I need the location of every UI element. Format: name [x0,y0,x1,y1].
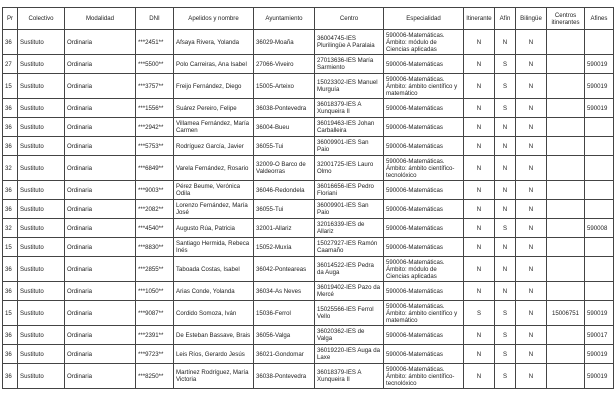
cell-pr: 36 [3,326,18,345]
cell-centro: 36020362-IES de Valga [315,326,384,345]
cell-dni: ***1050** [136,282,174,301]
cell-afin: N [495,156,516,181]
cell-itinerante: N [464,74,495,99]
cell-centro: 36014522-IES Pedra da Auga [315,257,384,282]
cell-itinerante: N [464,118,495,137]
cell-centro: 15025566-IES Ferrol Vello [315,301,384,326]
table-row [3,118,614,137]
cell-modalidad: Ordinaria [65,30,136,55]
cell-itinerante: N [464,156,495,181]
cell-afin: N [495,257,516,282]
cell-nombre: Leis Ríos, Gerardo Jesús [174,345,254,364]
cell-itinerante: N [464,137,495,156]
cell-centros-itinerantes [547,55,585,74]
header-afines: Afines [585,8,614,30]
cell-colectivo: Sustituto [18,345,65,364]
cell-modalidad: Ordinaria [65,257,136,282]
cell-dni: ***5753** [136,137,174,156]
cell-ayuntamiento: 36055-Tui [254,137,315,156]
cell-nombre: Augusto Rúa, Patricia [174,219,254,238]
cell-nombre: Freijo Fernández, Diego [174,74,254,99]
header-ayuntamiento: Ayuntamiento [254,8,315,30]
cell-centros-itinerantes [547,219,585,238]
cell-ayuntamiento: 36004-Bueu [254,118,315,137]
cell-especialidad: 590006-Matemáticas. Ámbito: ámbito científico-tecnolóxico [384,364,464,389]
table-row [3,181,614,200]
cell-afin: N [495,181,516,200]
cell-bilingue: N [516,99,547,118]
cell-afines [585,200,614,219]
cell-nombre: Pérez Beume, Verónica Odila [174,181,254,200]
cell-centros-itinerantes [547,200,585,219]
cell-centros-itinerantes [547,326,585,345]
cell-especialidad: 590006-Matemáticas [384,326,464,345]
cell-afines [585,257,614,282]
cell-centro: 36018379-IES A Xunqueira II [315,99,384,118]
cell-afin: N [495,282,516,301]
cell-afin: N [495,238,516,257]
cell-itinerante: N [464,345,495,364]
cell-afin: N [495,200,516,219]
cell-nombre: Lorenzo Fernández, María José [174,200,254,219]
cell-itinerante: N [464,364,495,389]
cell-bilingue: N [516,156,547,181]
cell-dni: ***2082** [136,200,174,219]
cell-ayuntamiento: 36038-Pontevedra [254,364,315,389]
cell-colectivo: Sustituto [18,238,65,257]
cell-colectivo: Sustituto [18,181,65,200]
cell-modalidad: Ordinaria [65,345,136,364]
cell-ayuntamiento: 32009-O Barco de Valdeorras [254,156,315,181]
table-row [3,282,614,301]
cell-especialidad: 590006-Matemáticas [384,219,464,238]
cell-dni: ***2391** [136,326,174,345]
cell-pr: 32 [3,156,18,181]
cell-dni: ***2942** [136,118,174,137]
cell-dni: ***2855** [136,257,174,282]
cell-itinerante: N [464,99,495,118]
header-colectivo: Colectivo [18,8,65,30]
cell-centros-itinerantes [547,118,585,137]
table-row [3,55,614,74]
table-row [3,137,614,156]
cell-itinerante: N [464,200,495,219]
table-row [3,238,614,257]
table-body [3,30,614,389]
cell-colectivo: Sustituto [18,364,65,389]
table-row [3,364,614,389]
cell-itinerante: N [464,55,495,74]
cell-pr: 15 [3,238,18,257]
cell-dni: ***2451** [136,30,174,55]
cell-dni: ***4540** [136,219,174,238]
cell-nombre: Taboada Costas, Isabel [174,257,254,282]
table-row [3,301,614,326]
cell-pr: 36 [3,30,18,55]
cell-bilingue: N [516,345,547,364]
cell-modalidad: Ordinaria [65,156,136,181]
cell-ayuntamiento: 27066-Viveiro [254,55,315,74]
cell-dni: ***9723** [136,345,174,364]
cell-pr: 32 [3,219,18,238]
cell-colectivo: Sustituto [18,118,65,137]
cell-modalidad: Ordinaria [65,137,136,156]
cell-especialidad: 590006-Matemáticas [384,282,464,301]
cell-pr: 15 [3,301,18,326]
cell-pr: 36 [3,345,18,364]
cell-centros-itinerantes [547,137,585,156]
cell-centros-itinerantes [547,238,585,257]
assignments-table-container [2,7,613,389]
cell-centro: 15023302-IES Manuel Murguía [315,74,384,99]
cell-bilingue: N [516,282,547,301]
cell-dni: ***8250** [136,364,174,389]
cell-pr: 36 [3,137,18,156]
cell-colectivo: Sustituto [18,55,65,74]
cell-modalidad: Ordinaria [65,99,136,118]
cell-bilingue: N [516,30,547,55]
cell-bilingue: N [516,55,547,74]
cell-pr: 36 [3,200,18,219]
cell-dni: ***5500** [136,55,174,74]
cell-modalidad: Ordinaria [65,200,136,219]
cell-centro: 36009901-IES San Paio [315,200,384,219]
cell-centros-itinerantes [547,257,585,282]
cell-bilingue: N [516,74,547,99]
cell-especialidad: 590006-Matemáticas [384,200,464,219]
header-centros-itinerantes: Centros itinerantes [547,8,585,30]
cell-dni: ***9003** [136,181,174,200]
cell-afin: S [495,326,516,345]
cell-afines: 590008 [585,219,614,238]
cell-centros-itinerantes [547,156,585,181]
cell-ayuntamiento: 36055-Tui [254,200,315,219]
cell-centros-itinerantes [547,181,585,200]
cell-centros-itinerantes [547,74,585,99]
cell-pr: 36 [3,282,18,301]
cell-modalidad: Ordinaria [65,301,136,326]
cell-modalidad: Ordinaria [65,238,136,257]
cell-colectivo: Sustituto [18,326,65,345]
header-apelidos: Apelidos y nombre [174,8,254,30]
cell-especialidad: 590006-Matemáticas. Ámbito: ámbito científico y matemático [384,301,464,326]
cell-modalidad: Ordinaria [65,74,136,99]
cell-colectivo: Sustituto [18,282,65,301]
cell-nombre: Santiago Hermida, Rebeca Inés [174,238,254,257]
cell-afin: S [495,74,516,99]
cell-afines: 590019 [585,99,614,118]
header-bilingue: Bilingüe [516,8,547,30]
table-row [3,74,614,99]
cell-afines [585,282,614,301]
cell-especialidad: 590006-Matemáticas [384,345,464,364]
cell-ayuntamiento: 32001-Allariz [254,219,315,238]
cell-centro: 36019463-IES Johan Carballeira [315,118,384,137]
header-pr: Pr [3,8,18,30]
cell-modalidad: Ordinaria [65,118,136,137]
cell-itinerante: S [464,301,495,326]
cell-afines: 590019 [585,55,614,74]
cell-especialidad: 590006-Matemáticas [384,137,464,156]
cell-colectivo: Sustituto [18,301,65,326]
cell-centro: 36019402-IES Pazo da Mercé [315,282,384,301]
cell-modalidad: Ordinaria [65,326,136,345]
cell-itinerante: N [464,219,495,238]
cell-dni: ***9087** [136,301,174,326]
cell-especialidad: 590006-Matemáticas. Ámbito: módulo de Ciencias aplicadas [384,30,464,55]
table-row [3,345,614,364]
table-row [3,219,614,238]
cell-centros-itinerantes [547,282,585,301]
cell-centros-itinerantes [547,345,585,364]
cell-afines [585,137,614,156]
cell-modalidad: Ordinaria [65,181,136,200]
cell-nombre: Rodríguez García, Javier [174,137,254,156]
cell-afines: 590019 [585,345,614,364]
cell-especialidad: 590006-Matemáticas. Ámbito: ámbito científico-tecnolóxico [384,156,464,181]
cell-afines [585,118,614,137]
cell-centro: 36009901-IES San Paio [315,137,384,156]
cell-bilingue: N [516,301,547,326]
cell-bilingue: N [516,238,547,257]
table-row [3,200,614,219]
cell-pr: 36 [3,99,18,118]
cell-dni: ***1556** [136,99,174,118]
cell-itinerante: N [464,282,495,301]
header-afin: Afín [495,8,516,30]
header-itinerante: Itinerante [464,8,495,30]
cell-nombre: Suárez Pereiro, Felipe [174,99,254,118]
cell-colectivo: Sustituto [18,156,65,181]
cell-bilingue: N [516,181,547,200]
cell-nombre: De Esteban Bassave, Brais [174,326,254,345]
table-row [3,156,614,181]
cell-especialidad: 590006-Matemáticas [384,99,464,118]
cell-especialidad: 590006-Matemáticas [384,238,464,257]
cell-colectivo: Sustituto [18,30,65,55]
cell-modalidad: Ordinaria [65,282,136,301]
cell-bilingue: N [516,137,547,156]
cell-colectivo: Sustituto [18,99,65,118]
cell-colectivo: Sustituto [18,137,65,156]
cell-ayuntamiento: 15005-Arteixo [254,74,315,99]
cell-ayuntamiento: 36021-Gondomar [254,345,315,364]
cell-centro: 32016339-IES de Allariz [315,219,384,238]
cell-nombre: Afsaya Rivera, Yolanda [174,30,254,55]
cell-centro: 36019220-IES Auga da Laxe [315,345,384,364]
cell-colectivo: Sustituto [18,219,65,238]
cell-afines: 590019 [585,74,614,99]
cell-nombre: Cordido Somoza, Iván [174,301,254,326]
cell-colectivo: Sustituto [18,74,65,99]
cell-centro: 27013636-IES María Sarmiento [315,55,384,74]
cell-ayuntamiento: 36042-Ponteareas [254,257,315,282]
cell-ayuntamiento: 36034-As Neves [254,282,315,301]
cell-ayuntamiento: 15036-Ferrol [254,301,315,326]
cell-ayuntamiento: 36056-Valga [254,326,315,345]
cell-pr: 36 [3,257,18,282]
table-row [3,326,614,345]
cell-afin: S [495,345,516,364]
cell-afines [585,30,614,55]
cell-centro: 15027927-IES Ramón Caamaño [315,238,384,257]
cell-afin: N [495,137,516,156]
cell-afin: S [495,219,516,238]
header-centro: Centro [315,8,384,30]
cell-nombre: Polo Carreiras, Ana Isabel [174,55,254,74]
cell-afines [585,238,614,257]
cell-colectivo: Sustituto [18,200,65,219]
cell-afin: S [495,99,516,118]
cell-pr: 27 [3,55,18,74]
cell-nombre: Arias Conde, Yolanda [174,282,254,301]
cell-especialidad: 590006-Matemáticas [384,118,464,137]
table-row [3,99,614,118]
cell-centros-itinerantes [547,30,585,55]
cell-centro: 36018379-IES A Xunqueira II [315,364,384,389]
cell-especialidad: 590006-Matemáticas [384,181,464,200]
cell-bilingue: N [516,257,547,282]
assignments-table [2,7,614,389]
cell-afines: 590019 [585,301,614,326]
cell-nombre: Varela Fernández, Rosario [174,156,254,181]
cell-centros-itinerantes: 15006751 [547,301,585,326]
cell-itinerante: N [464,326,495,345]
cell-afin: S [495,55,516,74]
cell-itinerante: N [464,30,495,55]
cell-especialidad: 590006-Matemáticas. Ámbito: módulo de Ciencias aplicadas [384,257,464,282]
cell-modalidad: Ordinaria [65,219,136,238]
cell-dni: ***6849** [136,156,174,181]
cell-bilingue: N [516,118,547,137]
cell-ayuntamiento: 36038-Pontevedra [254,99,315,118]
cell-centro: 36016656-IES Pedro Floriani [315,181,384,200]
cell-centro: 32001725-IES Lauro Olmo [315,156,384,181]
cell-afines: 590017 [585,326,614,345]
cell-afin: N [495,30,516,55]
cell-nombre: Villamea Fernández, María Carmen [174,118,254,137]
header-dni: DNI [136,8,174,30]
cell-centros-itinerantes [547,364,585,389]
cell-itinerante: N [464,238,495,257]
cell-pr: 36 [3,181,18,200]
cell-centro: 36004745-IES Plurilingüe A Paralaia [315,30,384,55]
table-row [3,30,614,55]
cell-afin: S [495,301,516,326]
cell-afines [585,156,614,181]
cell-pr: 15 [3,74,18,99]
cell-especialidad: 590006-Matemáticas [384,55,464,74]
cell-itinerante: N [464,181,495,200]
cell-modalidad: Ordinaria [65,55,136,74]
cell-pr: 36 [3,118,18,137]
cell-dni: ***8830** [136,238,174,257]
cell-afin: S [495,364,516,389]
cell-afin: N [495,118,516,137]
cell-colectivo: Sustituto [18,257,65,282]
cell-ayuntamiento: 15052-Muxía [254,238,315,257]
cell-itinerante: N [464,257,495,282]
cell-afines [585,181,614,200]
table-row [3,257,614,282]
cell-ayuntamiento: 36029-Moaña [254,30,315,55]
cell-ayuntamiento: 36046-Redondela [254,181,315,200]
cell-centros-itinerantes [547,99,585,118]
cell-nombre: Martínez Rodríguez, María Victoria [174,364,254,389]
cell-bilingue: N [516,364,547,389]
cell-modalidad: Ordinaria [65,364,136,389]
header-modalidad: Modalidad [65,8,136,30]
cell-pr: 36 [3,364,18,389]
cell-bilingue: N [516,219,547,238]
cell-bilingue: N [516,326,547,345]
cell-bilingue: N [516,200,547,219]
header-especialidad: Especialidad [384,8,464,30]
table-header-row [3,8,614,30]
cell-especialidad: 590006-Matemáticas. Ámbito: ámbito científico y matemático [384,74,464,99]
cell-afines: 590019 [585,364,614,389]
cell-dni: ***3757** [136,74,174,99]
